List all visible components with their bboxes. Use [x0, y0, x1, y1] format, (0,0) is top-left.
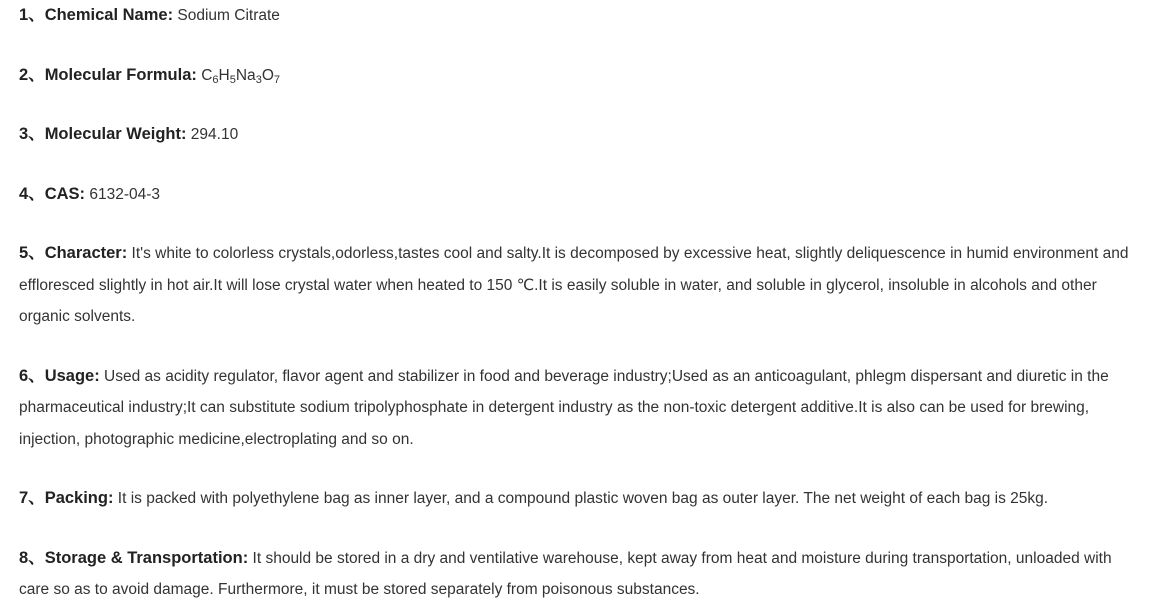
- section-packing: [19, 483, 1138, 515]
- section-separator: 、: [28, 6, 45, 24]
- formula-element: O: [261, 66, 274, 84]
- section-separator: 、: [28, 366, 45, 385]
- section-cas: [19, 179, 1138, 211]
- section-separator: 、: [28, 125, 45, 143]
- section-number: 6: [19, 366, 29, 385]
- section-label: Chemical Name:: [44, 6, 174, 24]
- formula-subscript: 5: [229, 73, 236, 86]
- section-number: 4: [19, 184, 29, 203]
- section-number: 8: [19, 548, 29, 567]
- section-number: 1: [19, 6, 29, 24]
- formula-subscript: 6: [212, 73, 219, 86]
- section-label: CAS:: [44, 184, 86, 203]
- section-label: Packing:: [44, 489, 114, 507]
- section-label: Character:: [44, 244, 128, 262]
- section-text: Used as acidity regulator, flavor agent and stabilizer in food and beverage industry;Used as an anticoagulant, phlegm dispersant and diuretic in the pharmaceutical industry;It can substitute sodium tripolyphosphate in detergent industry as the non-toxic detergent additive.It is also can be used for brewing, injection, photographic medicine,electroplating and so on.: [19, 367, 1109, 448]
- section-label: Molecular Formula:: [44, 65, 197, 84]
- section-text: 294.10: [190, 126, 239, 143]
- formula-subscript: 7: [273, 73, 280, 86]
- section-separator: 、: [28, 184, 45, 203]
- section-number: 5: [19, 244, 29, 262]
- section-chemical-name: [19, 0, 1138, 32]
- formula-subscript: 3: [255, 73, 262, 86]
- section-usage: [19, 361, 1138, 456]
- section-character: [19, 238, 1138, 333]
- section-separator: 、: [28, 489, 45, 507]
- section-text: It should be stored in a dry and ventilative warehouse, kept away from heat and moisture during transportation, unloaded with care so as to avoid damage. Furthermore, it must be stored separately from poisonous substances.: [19, 549, 1112, 598]
- formula-element: C: [201, 66, 213, 84]
- section-storage-transportation: [19, 543, 1138, 606]
- section-separator: 、: [28, 65, 45, 84]
- section-number: 3: [19, 125, 29, 143]
- section-separator: 、: [28, 548, 45, 567]
- section-molecular-weight: [19, 119, 1138, 151]
- section-label: Molecular Weight:: [44, 125, 187, 143]
- section-text: It's white to colorless crystals,odorless,tastes cool and salty.It is decomposed by excessive heat, slightly deliquescence in humid environment and effloresced slightly in hot air.It will lose crystal water when heated to 150 ℃.It is easily soluble in water, and soluble in glycerol, insoluble in alcohols and other organic solvents.: [19, 245, 1129, 325]
- section-molecular-formula: [19, 60, 1138, 92]
- section-label: Storage & Transportation:: [44, 548, 249, 567]
- section-separator: 、: [28, 244, 45, 262]
- section-number: 7: [19, 489, 29, 507]
- section-number: 2: [19, 65, 29, 84]
- section-text: Sodium Citrate: [177, 7, 280, 24]
- formula-element: H: [218, 66, 230, 84]
- molecular-formula: [201, 67, 280, 84]
- section-text: 6132-04-3: [89, 185, 161, 203]
- section-text: It is packed with polyethylene bag as inner layer, and a compound plastic woven bag as outer layer. The net weight of each bag is 25kg.: [117, 490, 1049, 507]
- section-label: Usage:: [44, 366, 100, 385]
- formula-element: Na: [235, 66, 256, 84]
